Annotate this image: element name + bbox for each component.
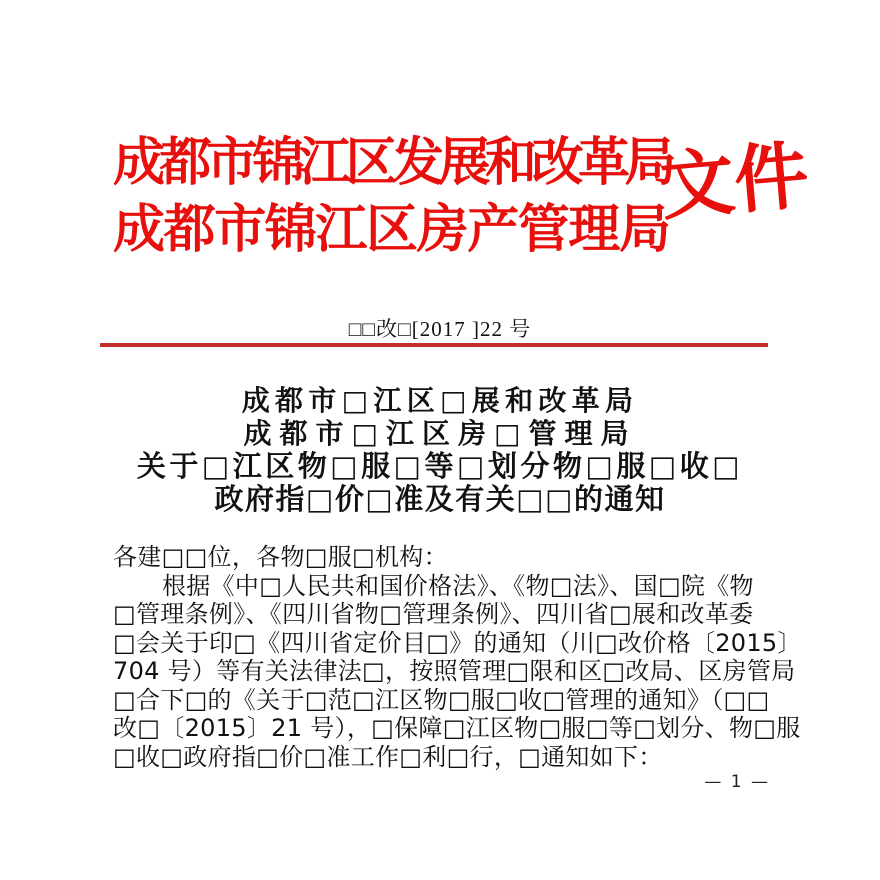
page-number: — 1 — xyxy=(704,772,770,792)
body-paragraph-line: □会关于印□《四川省定价目□》的通知（川□改价格〔2015〕 xyxy=(113,628,802,657)
body-paragraph-line: 根据《中□人民共和国价格法》、《物□法》、国□院《物 xyxy=(162,571,754,600)
title-line-3: 关于□江区物□服□等□划分物□服□收□ xyxy=(136,449,744,483)
document-title xyxy=(0,384,880,516)
body-paragraph-line: □管理条例》、《四川省物□管理条例》、四川省□展和改革委 xyxy=(113,600,754,628)
body-paragraph-line: 改□〔2015〕21 号），□保障□江区物□服□等□划分、物□服 xyxy=(113,714,801,742)
body-paragraph-line: □收□政府指□价□准工作□利□行，□通知如下： xyxy=(113,742,663,771)
letterhead-agency-line-2: 成都市锦江区房产管理局 xyxy=(113,202,670,259)
body-salutation-line: 各建□□位，各物□服□机构： xyxy=(113,543,448,571)
title-line-2: 成都市□江区房□管理局 xyxy=(243,417,637,450)
title-line-4: 政府指□价□准及有关□□的通知 xyxy=(214,482,666,516)
document-number: □□改□[2017 ]22 号 xyxy=(348,317,532,341)
body-paragraph-line: 704 号）等有关法律法□，按照管理□限和区□改局、区房管局 xyxy=(113,657,796,685)
letterhead-agency-line-1: 成都市锦江区发展和改革局 xyxy=(113,135,672,192)
document-body xyxy=(113,543,802,771)
letterhead xyxy=(113,130,673,264)
body-paragraph-line: □合下□的《关于□范□江区物□服□收□管理的通知》（□□ xyxy=(113,685,770,714)
title-line-1: 成都市□江区□展和改革局 xyxy=(241,384,639,417)
letterhead-file-suffix: 文件 xyxy=(657,135,812,230)
red-divider-rule xyxy=(100,343,768,347)
